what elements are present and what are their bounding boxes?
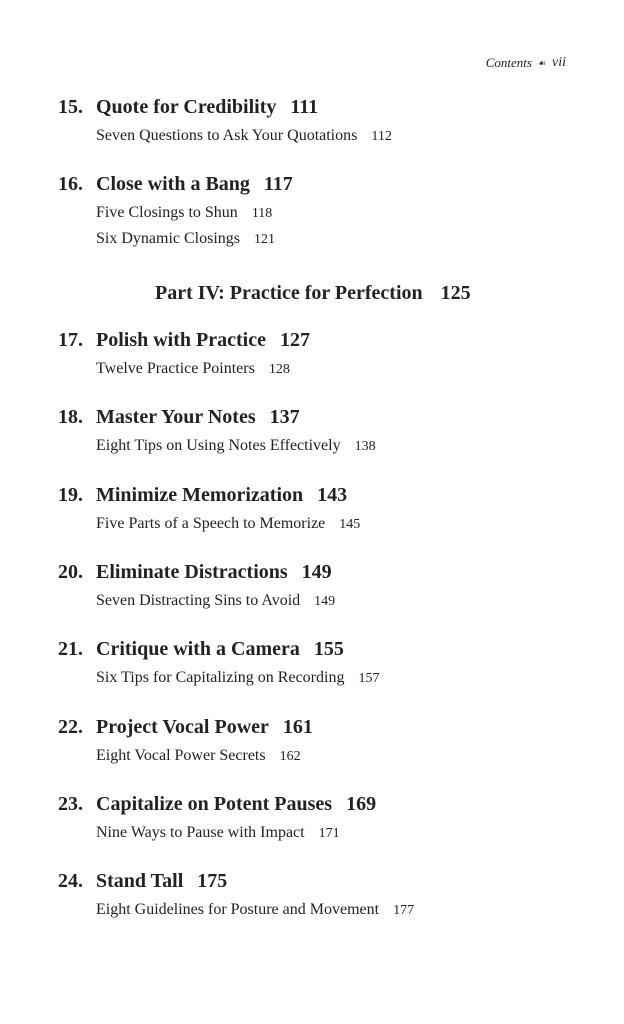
subsection-page: 121	[254, 232, 276, 247]
toc-entry-16	[58, 173, 293, 248]
chapter-number: 18.	[58, 406, 83, 428]
chapter-heading[interactable]	[58, 870, 414, 893]
chapter-heading[interactable]	[58, 173, 293, 196]
toc-entry-23	[58, 793, 376, 842]
chapter-title: Critique with a Camera	[96, 638, 300, 660]
chapter-number: 17.	[58, 329, 83, 351]
subsection-page: 128	[268, 362, 290, 377]
header-section-title: Contents	[485, 55, 532, 70]
subsection[interactable]	[96, 824, 376, 842]
chapter-title: Polish with Practice	[96, 329, 266, 351]
subsection-title: Twelve Practice Pointers	[96, 360, 255, 377]
subsection[interactable]	[96, 360, 310, 378]
part-title: Part IV: Practice for Perfection	[155, 282, 423, 304]
chapter-number: 19.	[58, 484, 83, 506]
part-heading[interactable]	[155, 282, 471, 305]
toc-entry-22	[58, 716, 313, 765]
chapter-heading[interactable]	[58, 484, 360, 507]
chapter-heading[interactable]	[58, 406, 376, 429]
subsection-title: Eight Guidelines for Posture and Movement	[96, 901, 380, 918]
toc-entry-17	[58, 329, 310, 378]
toc-entry-24	[58, 870, 414, 919]
chapter-title: Project Vocal Power	[96, 716, 269, 738]
toc-entry-18	[58, 406, 376, 455]
subsection[interactable]	[96, 747, 313, 765]
subsection-page: 171	[318, 826, 340, 841]
subsection-page: 177	[393, 903, 415, 918]
toc-entry-20	[58, 561, 335, 610]
chapter-page: 111	[290, 96, 319, 118]
subsection[interactable]	[96, 204, 293, 222]
subsection[interactable]	[96, 230, 293, 248]
chapter-title: Stand Tall	[96, 870, 184, 892]
chapter-number: 24.	[58, 870, 83, 892]
subsection-title: Nine Ways to Pause with Impact	[96, 824, 305, 841]
chapter-number: 22.	[58, 716, 83, 738]
subsection-page: 162	[279, 749, 301, 764]
subsection[interactable]	[96, 669, 379, 687]
chapter-number: 16.	[58, 173, 83, 195]
subsection-page: 157	[358, 671, 380, 686]
subsection-title: Five Parts of a Speech to Memorize	[96, 515, 326, 532]
chapter-page: 117	[263, 173, 293, 195]
chapter-number: 21.	[58, 638, 83, 660]
subsection-page: 112	[371, 129, 392, 144]
subsection-title: Seven Questions to Ask Your Quotations	[96, 127, 358, 144]
chapter-number: 20.	[58, 561, 83, 583]
subsection-page: 149	[314, 594, 336, 609]
chapter-title: Minimize Memorization	[96, 484, 304, 506]
subsection-page: 138	[354, 439, 376, 454]
subsection-title: Six Dynamic Closings	[96, 230, 241, 247]
chapter-page: 127	[279, 329, 310, 351]
running-header	[486, 55, 566, 71]
chapter-page: 137	[269, 406, 300, 428]
subsection[interactable]	[96, 901, 414, 919]
chapter-page: 175	[197, 870, 228, 892]
chapter-title: Close with a Bang	[96, 173, 250, 195]
fleuron-icon: ☙	[537, 57, 546, 68]
toc-entry-15	[58, 96, 392, 145]
subsection-title: Five Closings to Shun	[96, 204, 238, 221]
chapter-number: 23.	[58, 793, 83, 815]
chapter-page: 149	[301, 561, 332, 583]
chapter-page: 169	[346, 793, 377, 815]
part-page: 125	[440, 282, 471, 304]
header-page-number: vii	[552, 55, 566, 70]
toc-entry-21	[58, 638, 379, 687]
chapter-number: 15.	[58, 96, 83, 118]
chapter-title: Capitalize on Potent Pauses	[96, 793, 333, 815]
subsection[interactable]	[96, 592, 335, 610]
chapter-title: Eliminate Distractions	[96, 561, 288, 583]
subsection[interactable]	[96, 515, 360, 533]
toc-entry-19	[58, 484, 360, 533]
chapter-heading[interactable]	[58, 329, 310, 352]
chapter-page: 155	[313, 638, 344, 660]
subsection[interactable]	[96, 127, 392, 145]
chapter-heading[interactable]	[58, 638, 379, 661]
subsection-title: Six Tips for Capitalizing on Recording	[96, 669, 345, 686]
subsection-title: Eight Vocal Power Secrets	[96, 747, 266, 764]
chapter-heading[interactable]	[58, 96, 392, 119]
subsection-page: 145	[339, 517, 361, 532]
chapter-title: Quote for Credibility	[96, 96, 277, 118]
subsection[interactable]	[96, 437, 376, 455]
subsection-title: Seven Distracting Sins to Avoid	[96, 592, 301, 609]
chapter-heading[interactable]	[58, 793, 376, 816]
subsection-page: 118	[251, 206, 273, 221]
chapter-heading[interactable]	[58, 716, 313, 739]
chapter-page: 161	[282, 716, 313, 738]
chapter-title: Master Your Notes	[96, 406, 256, 428]
chapter-page: 143	[317, 484, 348, 506]
chapter-heading[interactable]	[58, 561, 335, 584]
subsection-title: Eight Tips on Using Notes Effectively	[96, 437, 341, 454]
